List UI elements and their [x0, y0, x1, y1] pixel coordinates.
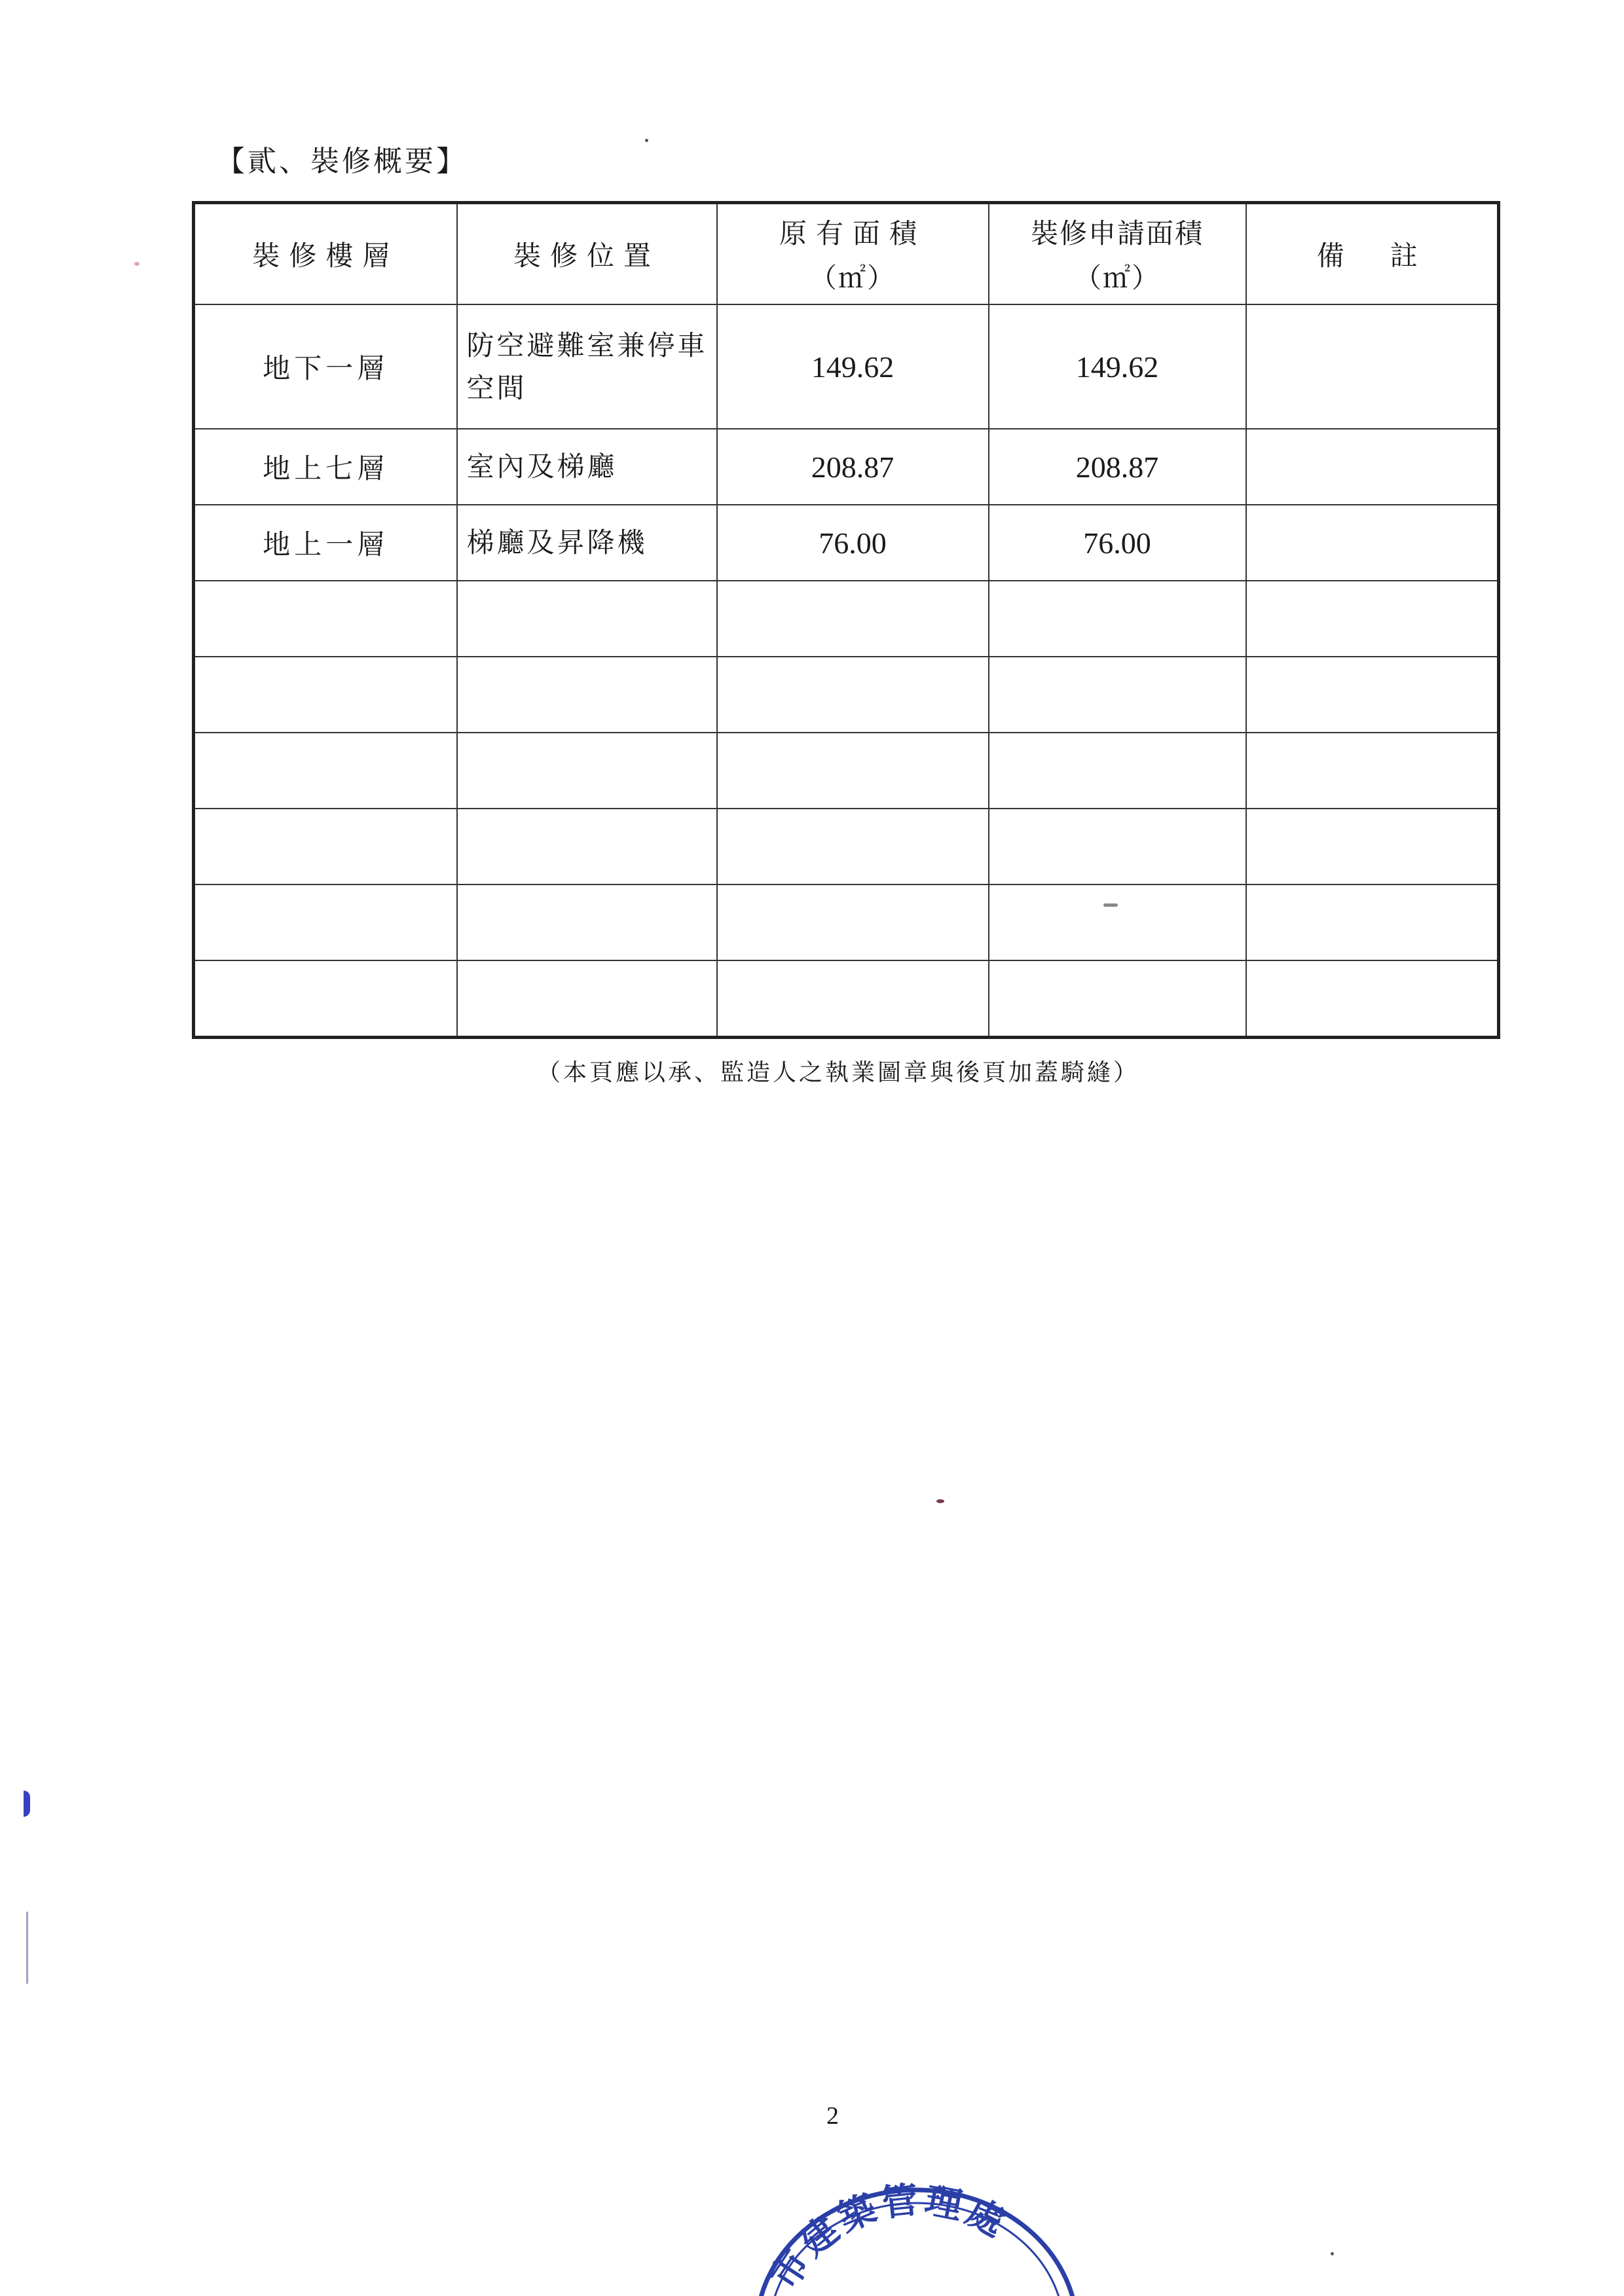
- cell-applied-area: [989, 657, 1246, 733]
- seal-text: 市建築管理處: [762, 2178, 1016, 2296]
- cell-location: [457, 960, 717, 1038]
- cell-remarks: [1246, 429, 1499, 505]
- cell-applied-area: [989, 884, 1246, 960]
- table-row: [194, 505, 1499, 581]
- cell-floor: 地上七層: [194, 429, 457, 505]
- cell-location: [457, 809, 717, 884]
- table-row: [194, 304, 1499, 429]
- table-row-empty: [194, 733, 1499, 809]
- header-original-area: [717, 203, 989, 305]
- cell-applied-area: [989, 960, 1246, 1038]
- header-applied-area-unit: （㎡）: [1073, 262, 1160, 294]
- cell-floor: [194, 809, 457, 884]
- cell-floor: [194, 657, 457, 733]
- table-row-empty: [194, 960, 1499, 1038]
- scan-edge-mark: [24, 1791, 30, 1817]
- cell-floor: [194, 884, 457, 960]
- cell-applied-area: [989, 809, 1246, 884]
- table-row-empty: [194, 581, 1499, 657]
- header-applied-area-label: 裝修申請面積: [1030, 217, 1204, 249]
- cell-floor: [194, 733, 457, 809]
- cell-location: [457, 657, 717, 733]
- cell-location: 防空避難室兼停車空間: [457, 304, 717, 429]
- table-row-empty: [194, 657, 1499, 733]
- page-number: 2: [826, 2102, 839, 2130]
- cell-original-area: [717, 657, 989, 733]
- cell-original-area: 76.00: [717, 505, 989, 581]
- cell-applied-area: 208.87: [989, 429, 1246, 505]
- scan-speck: [1331, 2252, 1334, 2255]
- cell-location: [457, 884, 717, 960]
- renovation-summary-table: [192, 201, 1500, 1039]
- table-row: [194, 429, 1499, 505]
- cell-remarks: [1246, 960, 1499, 1038]
- scan-edge-line: [26, 1912, 28, 1984]
- cell-original-area: 208.87: [717, 429, 989, 505]
- cell-original-area: 149.62: [717, 304, 989, 429]
- cell-remarks: [1246, 505, 1499, 581]
- svg-text:市建築管理處: [762, 2178, 1015, 2296]
- cell-remarks: [1246, 304, 1499, 429]
- cell-applied-area: 149.62: [989, 304, 1246, 429]
- table-header-row: [194, 203, 1499, 305]
- seal-instruction-note: （本頁應以承、監造人之執業圖章與後頁加蓋騎縫）: [537, 1059, 1140, 1086]
- header-floor: 裝修樓層: [194, 203, 457, 305]
- section-heading: 【貳、裝修概要】: [216, 145, 468, 178]
- cell-floor: [194, 960, 457, 1038]
- cell-original-area: [717, 960, 989, 1038]
- cell-original-area: [717, 733, 989, 809]
- cell-applied-area: [989, 581, 1246, 657]
- cell-remarks: [1246, 809, 1499, 884]
- cell-applied-area: [989, 733, 1246, 809]
- table-row-empty: [194, 809, 1499, 884]
- header-applied-area: [989, 203, 1246, 305]
- cell-original-area: [717, 581, 989, 657]
- seal-graphic: [747, 2160, 1087, 2296]
- table-row-empty: [194, 884, 1499, 960]
- official-seal-stamp: [747, 2160, 1087, 2296]
- header-remarks: 備 註: [1246, 203, 1499, 305]
- cell-remarks: [1246, 884, 1499, 960]
- header-original-area-unit: （㎡）: [809, 262, 896, 294]
- cell-floor: 地下一層: [194, 304, 457, 429]
- cell-location: [457, 581, 717, 657]
- scan-speck: [134, 262, 139, 266]
- cell-original-area: [717, 809, 989, 884]
- cell-remarks: [1246, 657, 1499, 733]
- cell-applied-area: 76.00: [989, 505, 1246, 581]
- scan-speck: [1103, 903, 1118, 907]
- cell-original-area: [717, 884, 989, 960]
- scan-speck: [936, 1499, 944, 1503]
- cell-location: [457, 733, 717, 809]
- cell-floor: [194, 581, 457, 657]
- header-original-area-label: 原有面積: [779, 217, 926, 249]
- header-location: 裝修位置: [457, 203, 717, 305]
- scan-speck: [645, 139, 648, 142]
- cell-floor: 地上一層: [194, 505, 457, 581]
- cell-remarks: [1246, 733, 1499, 809]
- cell-location: 梯廳及昇降機: [457, 505, 717, 581]
- cell-remarks: [1246, 581, 1499, 657]
- cell-location: 室內及梯廳: [457, 429, 717, 505]
